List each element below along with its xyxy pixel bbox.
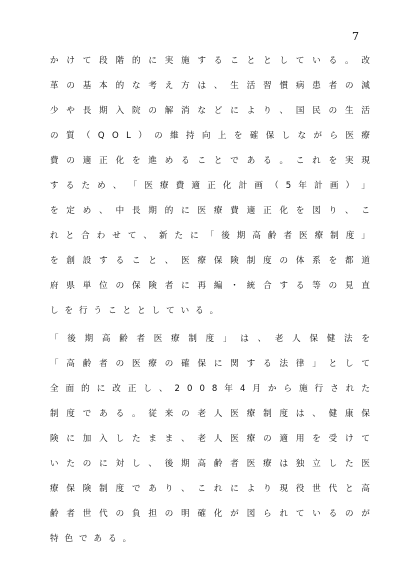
- text-line: 少 や 長 期 入 院 の 解 消 な ど に よ り 、 国 民 の 生 活: [50, 106, 370, 116]
- text-line: 府 県 単 位 の 保 険 者 に 再 編 ・ 統 合 す る 等 の 見 直: [50, 281, 370, 291]
- text-line: 全 面 的 に 改 正 し 、 2 0 0 8 年 4 月 か ら 施 行 さ れ た: [50, 384, 370, 394]
- text-line: れ と 合 わ せ て 、 新 た に 「 後 期 高 齢 者 医 療 制 度 」: [50, 231, 370, 241]
- text-line: か け て 段 階 的 に 実 施 す る こ と と し て い る 。 改: [50, 56, 370, 66]
- text-line: 「 高 齢 者 の 医 療 の 確 保 に 関 す る 法 律 」 と し て: [50, 359, 370, 369]
- text-line: 険 に 加 入 し た ま ま 、 老 人 医 療 の 適 用 を 受 け て: [50, 434, 370, 444]
- text-line: い た の に 対 し 、 後 期 高 齢 者 医 療 は 独 立 し た 医: [50, 459, 370, 469]
- text-line: 費 の 適 正 化 を 進 め る こ と で あ る 。 こ れ を 実 現: [50, 156, 370, 166]
- paragraph-2: [50, 327, 370, 552]
- text-line: 制 度 で あ る 。 従 来 の 老 人 医 療 制 度 は 、 健 康 保: [50, 409, 370, 419]
- text-line: 齢 者 世 代 の 負 担 の 明 確 化 が 図 ら れ て い る の が: [50, 509, 370, 519]
- text-line: す る た め 、 「 医 療 費 適 正 化 計 画 （ 5 年 計 画 ） 」: [50, 181, 370, 191]
- text-line: し を 行 う こ と と し て い る 。: [50, 306, 219, 316]
- text-line: 革 の 基 本 的 な 考 え 方 は 、 生 活 習 慣 病 患 者 の 減: [50, 81, 370, 91]
- text-line: を 定 め 、 中 長 期 的 に 医 療 費 適 正 化 を 図 り 、 こ: [50, 206, 370, 216]
- text-line: 「 後 期 高 齢 者 医 療 制 度 」 は 、 老 人 保 健 法 を: [50, 334, 370, 344]
- text-line: を 創 設 す る こ と 、 医 療 保 険 制 度 の 体 系 を 都 道: [50, 256, 370, 266]
- body-text: [50, 49, 370, 552]
- text-line: 療 保 険 制 度 で あ り 、 こ れ に よ り 現 役 世 代 と 高: [50, 484, 370, 494]
- text-line: の 質 （ Q O L ） の 維 持 向 上 を 確 保 し な が ら 医 療: [50, 131, 370, 141]
- page-number: 7: [352, 30, 359, 43]
- text-line: 特 色 で あ る 。: [50, 534, 132, 544]
- paragraph-1: [50, 49, 370, 324]
